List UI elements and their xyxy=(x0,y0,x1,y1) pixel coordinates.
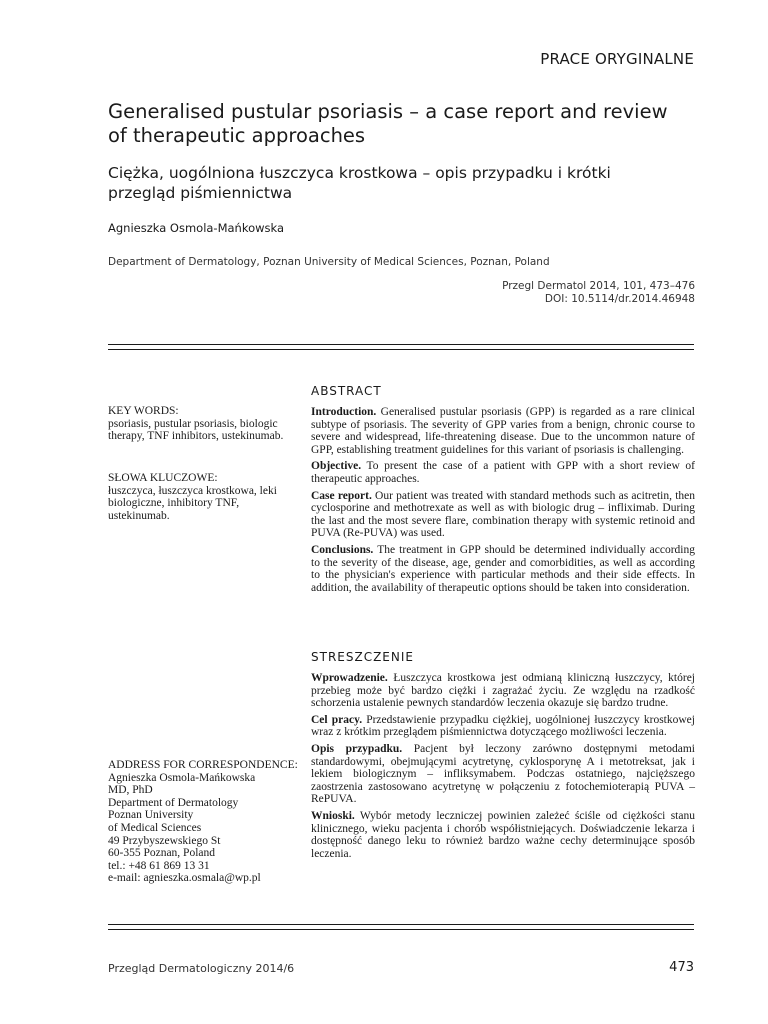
abstract-heading: ABSTRACT xyxy=(311,384,382,398)
top-double-rule xyxy=(108,344,694,350)
streszczenie-cel-pracy: Cel pracy. Przedstawienie przypadku ciężkiej, uogólnionej łuszczycy krostkowej wraz z krótkim przeglądem piśmiennictwa dotyczącego możliwości leczenia. xyxy=(311,713,695,739)
article-subtitle: Ciężka, uogólniona łuszczyca krostkowa – opis przypadku i krótki przegląd piśmiennictwa xyxy=(108,164,611,202)
keywords-pl-text: łuszczyca, łuszczyca krostkowa, leki biologiczne, inhibitory TNF, ustekinumab. xyxy=(108,484,277,522)
correspondence-line: 60-355 Poznan, Poland xyxy=(108,847,216,860)
page-number: 473 xyxy=(669,960,694,975)
correspondence-line: Department of Dermatology xyxy=(108,796,239,809)
keywords-en xyxy=(108,405,298,443)
article-title: Generalised pustular psoriasis – a case report and review of therapeutic approaches xyxy=(108,100,668,147)
abstract-body xyxy=(311,406,695,598)
streszczenie-heading: STRESZCZENIE xyxy=(311,650,414,664)
bottom-double-rule xyxy=(108,924,694,930)
keywords-pl-label: SŁOWA KLUCZOWE: xyxy=(108,472,218,484)
streszczenie-opis-przypadku: Opis przypadku. Pacjent był leczony zarówno dostępnymi metodami standardowymi, obejmującymi acytretynę, cyklosporynę A i metotreksat, jak i lekiem biologicznym – infliksymabem. Podczas ostatniego, najcięższego zaostrzenia zastosowano acytretynę w połączeniu z fotochemioterapią PUVA – RePUVA. xyxy=(311,742,695,806)
keywords-en-text: psoriasis, pustular psoriasis, biologic therapy, TNF inhibitors, ustekinumab. xyxy=(108,417,284,443)
correspondence-address xyxy=(108,759,298,885)
keywords-en-label: KEY WORDS: xyxy=(108,405,179,417)
footer-journal-name: Przegląd Dermatologiczny 2014/6 xyxy=(108,962,295,975)
keywords-pl xyxy=(108,472,298,522)
author-name: Agnieszka Osmola-Mańkowska xyxy=(108,221,285,235)
citation-block xyxy=(502,280,695,306)
journal-citation: Przegl Dermatol 2014, 101, 473–476 xyxy=(502,280,695,292)
correspondence-email: e-mail: agnieszka.osmala@wp.pl xyxy=(108,872,261,885)
correspondence-line: MD, PhD xyxy=(108,784,153,797)
doi: DOI: 10.5114/dr.2014.46948 xyxy=(544,293,695,305)
correspondence-line: tel.: +48 61 869 13 31 xyxy=(108,859,210,872)
abstract-introduction: Introduction. Generalised pustular psoriasis (GPP) is regarded as a rare clinical subtype of psoriasis. The severity of GPP varies from a benign, chronic course to severe and widespread, life-threatening disease. Due to the uncommon nature of GPP, establishing treatment guidelines for this variant of psoriasis is challenging. xyxy=(311,406,695,456)
correspondence-line: Agnieszka Osmola-Mańkowska xyxy=(108,771,256,784)
correspondence-label: ADDRESS FOR CORRESPONDENCE: xyxy=(108,759,298,771)
correspondence-line: of Medical Sciences xyxy=(108,821,202,834)
author-affiliation: Department of Dermatology, Poznan University of Medical Sciences, Poznan, Poland xyxy=(108,256,550,268)
correspondence-line: Poznan University xyxy=(108,809,194,822)
abstract-objective: Objective. To present the case of a patient with GPP with a short review of therapeutic approaches. xyxy=(311,460,695,485)
streszczenie-wprowadzenie: Wprowadzenie. Łuszczyca krostkowa jest odmianą kliniczną łuszczycy, której przebieg może być bardzo ciężki i zagrażać życiu. Ze względu na rzadkość schorzenia ustalenie pewnych standardów leczenia okazuje się bardzo trudne. xyxy=(311,672,696,710)
correspondence-line: 49 Przybyszewskiego St xyxy=(108,834,221,847)
streszczenie-wnioski: Wnioski. Wybór metody leczniczej powinien zależeć ściśle od ciężkości stanu klinicznego, wieku pacjenta i chorób współistniejących. Doświadczenie lekarza i dostępność danego leku to również bardzo ważne cechy determinujące sposób leczenia. xyxy=(311,809,695,860)
abstract-case-report: Case report. Our patient was treated with standard methods such as acitretin, then cyclosporine and methotrexate as well as with biologic drug – infliximab. During the last and the most severe flare, combination therapy with systemic retinoid and PUVA (Re-PUVA) was used. xyxy=(311,489,695,540)
section-label: PRACE ORYGINALNE xyxy=(540,50,694,68)
streszczenie-body xyxy=(311,672,695,864)
abstract-conclusions: Conclusions. The treatment in GPP should be determined individually according to the severity of the disease, age, gender and comorbidities, as well as according to the physician's experience with particular methods and their side effects. In addition, the availability of therapeutic options should be taken into consideration. xyxy=(311,543,695,594)
